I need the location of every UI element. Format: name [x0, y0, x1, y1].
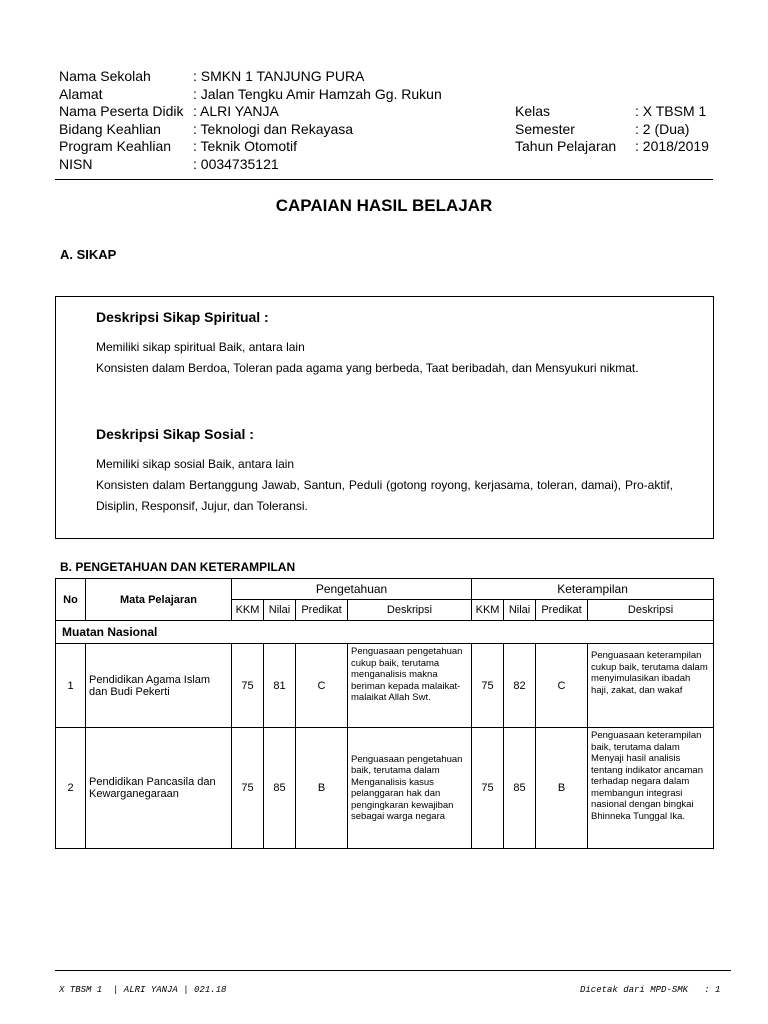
table-row	[56, 728, 714, 849]
label-program: Program Keahlian	[59, 138, 172, 154]
value-nama-sekolah: : SMKN 1 TANJUNG PURA	[193, 68, 365, 84]
label-tahun: Tahun Pelajaran	[515, 138, 617, 154]
table-row	[56, 644, 714, 728]
label-semester: Semester	[515, 121, 575, 137]
cell-k-deskripsi: Penguasaan keterampilan baik, terutama dalam Menyaji hasil analisis tentang indikator ancaman terhadap negara dalam membangun integrasi nasional dengan bingkai Bhinneka Tunggal Ika.	[588, 728, 714, 849]
category-muatan-nasional: Muatan Nasional	[56, 621, 714, 644]
grades-table	[55, 578, 714, 849]
footer-divider	[55, 970, 731, 971]
col-no: No	[56, 579, 86, 621]
cell-k-predikat: C	[536, 644, 588, 728]
cell-p-nilai: 81	[264, 644, 296, 728]
sub-predikat-p: Predikat	[296, 600, 348, 621]
label-kelas: Kelas	[515, 103, 551, 119]
cell-k-kkm: 75	[472, 728, 504, 849]
footer-right: Dicetak dari MPD-SMK : 1	[580, 985, 721, 995]
value-bidang: : Teknologi dan Rekayasa	[193, 121, 354, 137]
cell-k-deskripsi: Penguasaan keterampilan cukup baik, terutama dalam menyimulasikan ibadah haji, zakat, dan wakaf	[588, 644, 714, 728]
value-nama-peserta: : ALRI YANJA	[193, 103, 279, 119]
cell-k-predikat: B	[536, 728, 588, 849]
cell-p-kkm: 75	[232, 644, 264, 728]
sub-kkm-p: KKM	[232, 600, 264, 621]
cell-p-nilai: 85	[264, 728, 296, 849]
cell-p-deskripsi: Penguasaan pengetahuan cukup baik, terutama menganalisis makna beriman kepada malaikat-malaikat Allah Swt.	[348, 644, 472, 728]
cell-p-kkm: 75	[232, 728, 264, 849]
spiritual-line1: Memiliki sikap spiritual Baik, antara lain	[96, 340, 305, 354]
group-pengetahuan: Pengetahuan	[232, 579, 472, 600]
sosial-title: Deskripsi Sikap Sosial :	[96, 426, 254, 442]
value-semester: : 2 (Dua)	[635, 121, 690, 137]
section-grades-heading: B. PENGETAHUAN DAN KETERAMPILAN	[60, 560, 296, 574]
cell-no: 2	[56, 728, 86, 849]
cell-p-predikat: B	[296, 728, 348, 849]
sikap-box	[55, 296, 714, 539]
label-nisn: NISN	[59, 156, 93, 172]
footer-left: X TBSM 1 | ALRI YANJA | 021.18	[59, 985, 227, 995]
cell-k-nilai: 85	[504, 728, 536, 849]
label-nama-peserta: Nama Peserta Didik	[59, 103, 184, 119]
sub-nilai-p: Nilai	[264, 600, 296, 621]
label-alamat: Alamat	[59, 86, 103, 102]
cell-p-predikat: C	[296, 644, 348, 728]
sub-nilai-k: Nilai	[504, 600, 536, 621]
sosial-line1: Memiliki sikap sosial Baik, antara lain	[96, 457, 295, 471]
value-tahun: : 2018/2019	[635, 138, 709, 154]
value-kelas: : X TBSM 1	[635, 103, 707, 119]
cell-k-nilai: 82	[504, 644, 536, 728]
col-mapel: Mata Pelajaran	[86, 579, 232, 621]
cell-mapel: Pendidikan Agama Islam dan Budi Pekerti	[86, 644, 232, 728]
section-sikap-heading: A. SIKAP	[60, 247, 117, 262]
cell-p-deskripsi: Penguasaan pengetahuan baik, terutama dalam Menganalisis kasus pelanggaran hak dan pengingkaran kewajiban sebagai warga negara	[348, 728, 472, 849]
sub-predikat-k: Predikat	[536, 600, 588, 621]
label-bidang: Bidang Keahlian	[59, 121, 161, 137]
value-program: : Teknik Otomotif	[193, 138, 298, 154]
value-alamat: : Jalan Tengku Amir Hamzah Gg. Rukun	[193, 86, 442, 102]
group-keterampilan: Keterampilan	[472, 579, 714, 600]
page-title: CAPAIAN HASIL BELAJAR	[275, 196, 493, 215]
cell-no: 1	[56, 644, 86, 728]
spiritual-line2: Konsisten dalam Berdoa, Toleran pada agama yang berbeda, Taat beribadah, dan Mensyukuri nikmat.	[96, 361, 639, 375]
sub-deskripsi-p: Deskripsi	[348, 600, 472, 621]
sub-deskripsi-k: Deskripsi	[588, 600, 714, 621]
spiritual-title: Deskripsi Sikap Spiritual :	[96, 309, 269, 325]
sosial-line2: Konsisten dalam Bertanggung Jawab, Santun, Peduli (gotong royong, kerjasama, toleran, damai), Pro-aktif, Disiplin, Responsif, Jujur, dan Toleransi.	[96, 478, 673, 513]
sub-kkm-k: KKM	[472, 600, 504, 621]
cell-k-kkm: 75	[472, 644, 504, 728]
label-nama-sekolah: Nama Sekolah	[59, 68, 151, 84]
header-divider	[55, 179, 713, 180]
value-nisn: : 0034735121	[193, 156, 279, 172]
cell-mapel: Pendidikan Pancasila dan Kewarganegaraan	[86, 728, 232, 849]
